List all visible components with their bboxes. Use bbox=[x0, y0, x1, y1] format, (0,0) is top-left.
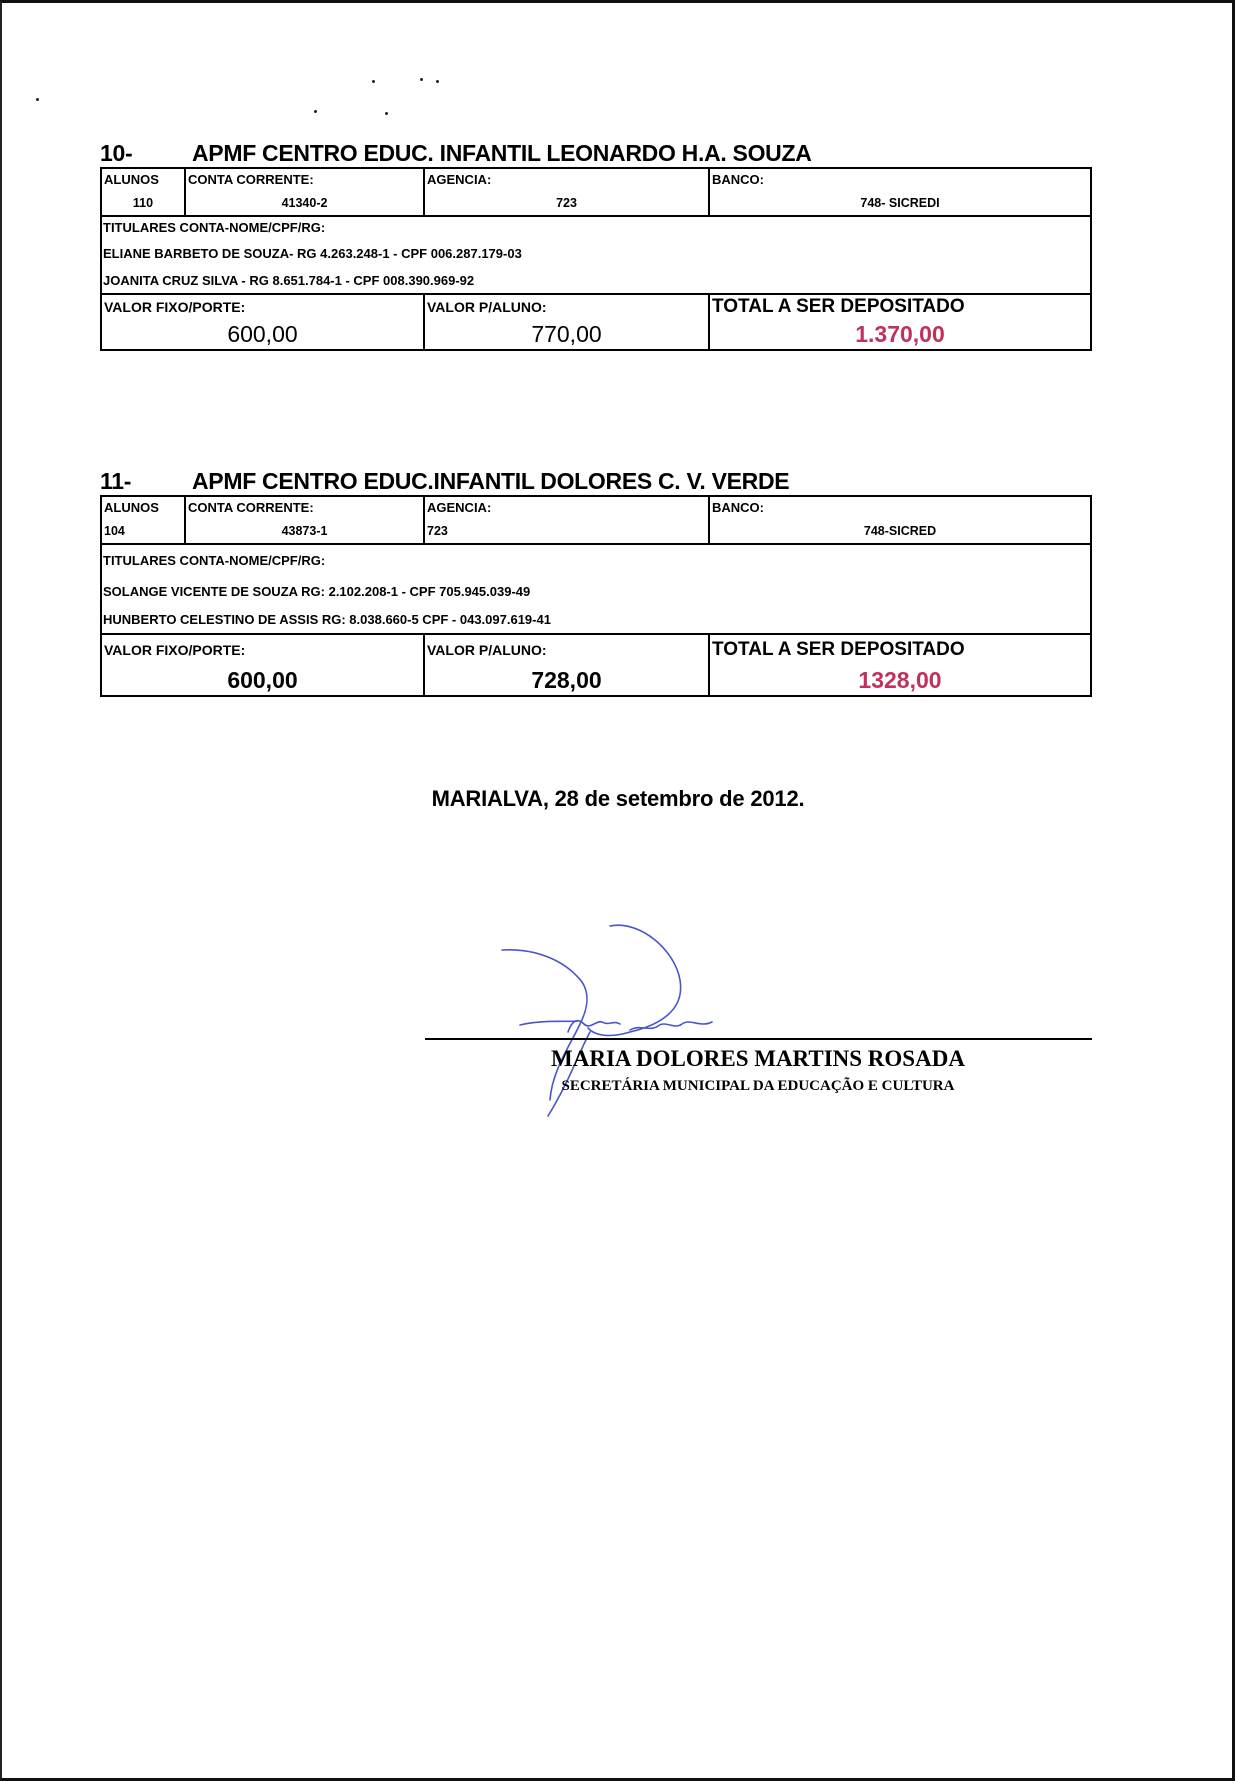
value-row bbox=[102, 191, 1090, 215]
totals-value-row bbox=[102, 665, 1090, 695]
deposit-table bbox=[100, 167, 1092, 351]
banco-value: 748- SICREDI bbox=[708, 191, 1090, 215]
total-label: TOTAL A SER DEPOSITADO bbox=[708, 635, 1090, 665]
signatory-name: MARIA DOLORES MARTINS ROSADA bbox=[551, 1046, 965, 1071]
valor-aluno-label: VALOR P/ALUNO: bbox=[423, 635, 708, 665]
conta-corrente-header: CONTA CORRENTE: bbox=[184, 497, 423, 519]
totals-label-row bbox=[102, 293, 1090, 319]
conta-corrente-value: 41340-2 bbox=[184, 191, 423, 215]
titulares-label: TITULARES CONTA-NOME/CPF/RG: bbox=[103, 220, 326, 235]
scan-speck bbox=[385, 112, 388, 115]
scan-speck bbox=[420, 78, 423, 81]
banco-header: BANCO: bbox=[708, 169, 1090, 191]
titular-line: HUNBERTO CELESTINO DE ASSIS RG: 8.038.660-5 CPF - 043.097.619-41 bbox=[103, 612, 551, 627]
titular-line: JOANITA CRUZ SILVA - RG 8.651.784-1 - CPF 008.390.969-92 bbox=[103, 273, 475, 288]
scan-speck bbox=[314, 110, 317, 113]
titulares-block bbox=[102, 543, 1090, 633]
alunos-value: 110 bbox=[132, 196, 154, 210]
deposit-section-11 bbox=[100, 467, 1092, 697]
valor-aluno-value: 770,00 bbox=[423, 319, 708, 349]
alunos-value: 104 bbox=[104, 524, 125, 538]
titular-line: ELIANE BARBETO DE SOUZA- RG 4.263.248-1 - CPF 006.287.179-03 bbox=[103, 246, 522, 261]
scan-speck bbox=[36, 98, 39, 101]
place-and-date: MARIALVA, 28 de setembro de 2012. bbox=[431, 786, 805, 811]
totals-label-row bbox=[102, 633, 1090, 665]
agencia-header: AGENCIA: bbox=[423, 169, 708, 191]
total-label: TOTAL A SER DEPOSITADO bbox=[708, 295, 1090, 319]
header-row bbox=[102, 497, 1090, 519]
scan-speck bbox=[372, 80, 375, 83]
titular-line: SOLANGE VICENTE DE SOUZA RG: 2.102.208-1 - CPF 705.945.039-49 bbox=[103, 584, 531, 599]
titulares-block bbox=[102, 215, 1090, 293]
section-number: 11- bbox=[100, 468, 132, 494]
valor-fixo-label: VALOR FIXO/PORTE: bbox=[104, 642, 246, 658]
section-name: APMF CENTRO EDUC.INFANTIL DOLORES C. V. VERDE bbox=[192, 468, 790, 494]
agencia-value: 723 bbox=[423, 191, 708, 215]
total-value: 1328,00 bbox=[708, 665, 1090, 695]
section-number: 10- bbox=[100, 140, 133, 166]
valor-aluno-label: VALOR P/ALUNO: bbox=[423, 295, 708, 319]
valor-fixo-label: VALOR FIXO/PORTE: bbox=[104, 299, 246, 315]
scan-speck bbox=[436, 80, 439, 83]
deposit-section-10 bbox=[100, 139, 1092, 351]
agencia-header: AGENCIA: bbox=[423, 497, 708, 519]
conta-corrente-header: CONTA CORRENTE: bbox=[184, 169, 423, 191]
valor-aluno-value: 728,00 bbox=[423, 665, 708, 695]
section-name: APMF CENTRO EDUC. INFANTIL LEONARDO H.A. SOUZA bbox=[192, 140, 812, 166]
header-row bbox=[102, 169, 1090, 191]
alunos-header: ALUNOS bbox=[104, 172, 159, 187]
signature-line bbox=[425, 1038, 1092, 1040]
valor-fixo-value: 600,00 bbox=[227, 667, 298, 693]
agencia-value: 723 bbox=[423, 519, 708, 543]
titulares-label: TITULARES CONTA-NOME/CPF/RG: bbox=[103, 553, 326, 568]
conta-corrente-value: 43873-1 bbox=[184, 519, 423, 543]
section-title bbox=[100, 139, 1092, 167]
total-value: 1.370,00 bbox=[708, 319, 1090, 349]
signatory-role: SECRETÁRIA MUNICIPAL DA EDUCAÇÃO E CULTURA bbox=[561, 1078, 955, 1094]
banco-value: 748-SICRED bbox=[708, 519, 1090, 543]
banco-header: BANCO: bbox=[708, 497, 1090, 519]
totals-value-row bbox=[102, 319, 1090, 349]
deposit-table bbox=[100, 495, 1092, 697]
valor-fixo-value: 600,00 bbox=[227, 321, 298, 347]
value-row bbox=[102, 519, 1090, 543]
alunos-header: ALUNOS bbox=[104, 500, 159, 515]
section-title bbox=[100, 467, 1092, 495]
